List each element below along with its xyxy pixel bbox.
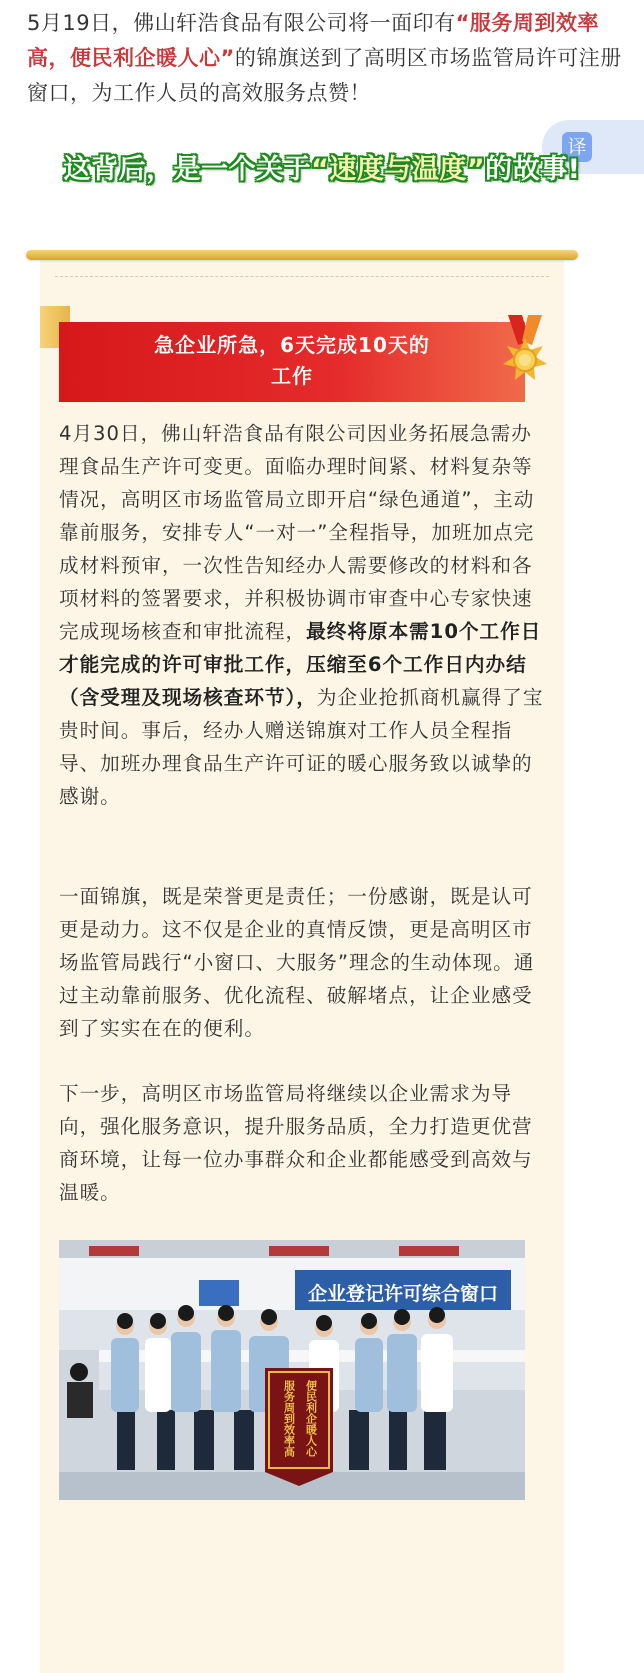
section-title-line1: 急企业所急，6天完成10天的: [154, 333, 430, 357]
paragraph-1-before: 4月30日，佛山轩浩食品有限公司因业务拓展急需办理食品生产许可变更。面临办理时间紧、材料复杂等情况，高明区市场监管局立即开启“绿色通道”，主动靠前服务，安排专人“一对一”全程指导，加班加点完成材料预审，一次性告知经办人需要修改的材料和各项材料的签署要求，并积极协调市审查中心专家快速完成现场核查和审批流程，: [59, 422, 535, 643]
intro-text-before: 5月19日，佛山轩浩食品有限公司将一面印有: [27, 11, 456, 35]
section-title-banner: [59, 322, 525, 402]
paragraph-1-bold: 最终将原本需10个工作日才能完成的许可审批工作，压缩至6个工作日内办结（含受理及现场核查环节），: [59, 620, 542, 709]
team-photo: [59, 1240, 525, 1500]
gold-divider-bar: [26, 250, 578, 260]
dashed-divider: [55, 276, 549, 277]
intro-text-after: 的锦旗送到了高明区市场监管局许可注册窗口，为工作人员的高效服务点赞！: [27, 46, 622, 105]
panel-bottom: [40, 1540, 564, 1673]
paragraph-1: [59, 417, 549, 813]
wall-sign-text: 企业登记许可综合窗口: [307, 1283, 499, 1305]
section-title: [59, 330, 525, 392]
headline-part2: “速度与温度”: [311, 154, 486, 185]
medal-icon: [500, 315, 550, 385]
paragraph-2: 一面锦旗，既是荣誉更是责任；一份感谢，既是认可更是动力。这不仅是企业的真情反馈，更是高明区市场监管局践行“小窗口、大服务”理念的生动体现。通过主动靠前服务、优化流程、破解堵点，让企业感受到了实实在在的便利。: [59, 885, 535, 1040]
headline-part1: 这背后，是一个关于: [63, 154, 312, 185]
intro-paragraph: [27, 6, 627, 111]
headline-part3: 的故事!: [485, 154, 581, 185]
paragraph-1-after: 为企业抢抓商机赢得了宝贵时间。事后，经办人赠送锦旗对工作人员全程指导、加班办理食品生产许可证的暖心服务致以诚挚的感谢。: [59, 686, 544, 808]
pennant-text-col1: 服务周到效率高: [282, 1380, 296, 1457]
pennant-text-col2: 便民利企暖人心: [304, 1380, 318, 1457]
section-title-line2: 工作: [271, 364, 313, 388]
story-headline: [0, 150, 644, 190]
intro-highlight-slogan: “服务周到效率高，便民利企暖人心”: [27, 11, 599, 70]
translate-icon: 译: [562, 132, 592, 162]
paragraph-3: 下一步，高明区市场监管局将继续以企业需求为导向，强化服务意识，提升服务品质，全力打造更优营商环境，让每一位办事群众和企业都能感受到高效与温暖。: [59, 1082, 533, 1204]
team-photo-illustration: [59, 1240, 525, 1500]
